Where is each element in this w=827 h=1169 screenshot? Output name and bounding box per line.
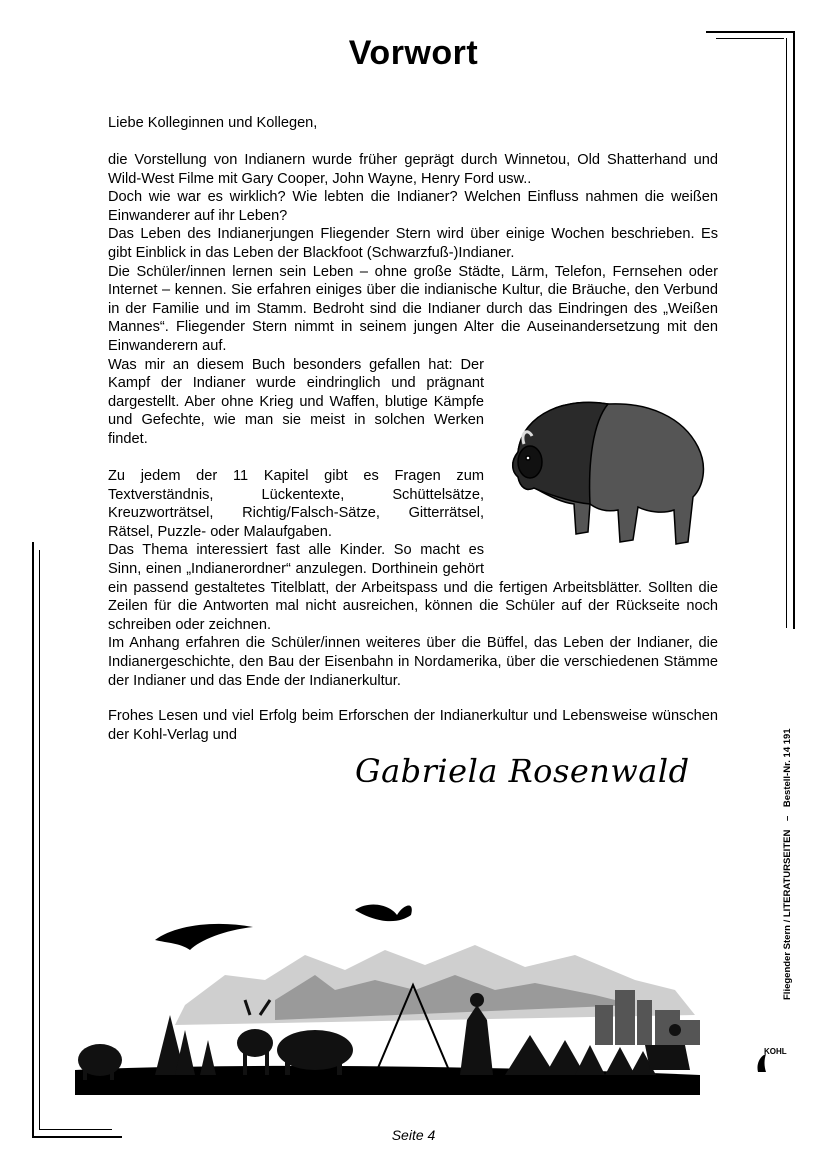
frame-right-line <box>793 31 795 629</box>
bison-illustration <box>498 392 726 564</box>
frame-left-line-inner <box>39 550 40 1130</box>
closing-text: Frohes Lesen und viel Erfolg beim Erforschen der Indianerkultur und Lebensweise wünschen der Kohl-Verlag und <box>108 708 718 743</box>
paragraph-text: Was mir an diesem Buch besonders gefallen hat: Der Kampf der Indianer wurde eindringlich und prägnant dargestellt. Aber ohne Krieg und Waffen, blutige Kämpfe und Gefechte, wie man sie meist in solchen Werken findet. <box>108 356 484 447</box>
paragraph: Das Leben des Indianerjungen Fliegender Stern wird über einige Wochen beschrieben. Es gibt Einblick in das Leben der Blackfoot (Schwarzfuß-)Indianer. <box>108 226 718 261</box>
paragraph <box>108 356 718 449</box>
signature: Gabriela Rosenwald <box>355 752 690 790</box>
sidebar-separator: – <box>782 815 793 822</box>
page-title: Vorwort <box>348 34 479 72</box>
paragraph: Zu jedem der 11 Kapitel gibt es Fragen zum Textverständnis, Lückentexte, Schüttelsätze, Kreuzworträtsel, Richtig/Falsch-Sätze, Gitterrätsel, Rätsel, Puzzle- oder Malaufgaben. <box>108 468 484 540</box>
sidebar-order-number: Bestell-Nr. 14 191 <box>782 728 793 808</box>
paragraph: Im Anhang erfahren die Schüler/innen weiteres über die Büffel, das Leben der Indianer, die Indianergeschichte, den Bau der Eisenbahn in Nordamerika, über die verschiedenen Stämme der Indianer und das Ende der Indianerkultur. <box>108 635 718 689</box>
greeting <box>108 114 718 133</box>
publisher-logo-text: KOHL <box>764 1047 787 1056</box>
paragraph: Doch wie war es wirklich? Wie lebten die Indianer? Welchen Einfluss nahmen die weißen Einwanderer auf ihr Leben? <box>108 189 718 224</box>
paragraph: die Vorstellung von Indianern wurde früher geprägt durch Winnetou, Old Shatterhand und Wild-West Filme mit Gary Cooper, John Wayne, Henry Ford usw.. <box>108 152 718 187</box>
body-text <box>108 151 718 690</box>
publisher-logo <box>752 1040 792 1080</box>
frame-top-right-line <box>706 31 794 33</box>
sidebar-label <box>782 728 793 1000</box>
paragraph: Die Schüler/innen lernen sein Leben – ohne große Städte, Lärm, Telefon, Fernsehen oder Internet – kennen. Sie erfahren einiges über die indianische Kultur, die Bräuche, den Verbund in der Familie und im Stamm. Bedroht sind die Indianer durch das Eindringen des „Weißen Mannes“. Fliegender Stern nimmt in seinem jungen Alter die Auseinandersetzung mit den Einwanderern auf. <box>108 263 718 354</box>
sidebar-book-title: Fliegender Stern / LITERATURSEITEN <box>782 829 793 1000</box>
closing <box>108 707 718 744</box>
paragraph: Das Thema interessiert fast alle Kinder. So macht es Sinn, einen „Indianerordner“ anzulegen. Dorthinein gehört ein passend gestaltetes Titelblatt, der Arbeitspass und die fertigen Arbeitsblätter. Sollten die Zeilen für die Antworten mal nicht ausreichen, können die Schüler auf der Rückseite noch schreiben oder zeichnen. <box>108 542 718 633</box>
page-number: Seite 4 <box>391 1127 436 1143</box>
landscape-illustration <box>75 895 710 1095</box>
frame-left-line <box>32 542 34 1138</box>
greeting-text: Liebe Kolleginnen und Kollegen, <box>108 115 318 131</box>
publisher-logo-icon <box>752 1040 792 1080</box>
frame-right-line-inner <box>786 38 787 628</box>
